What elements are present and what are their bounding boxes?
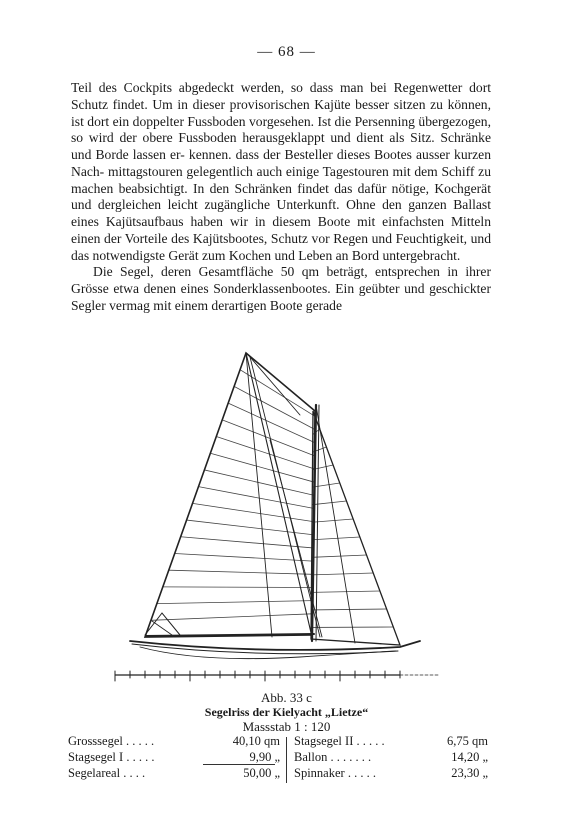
sail-value: 23,30 „ xyxy=(451,766,488,780)
text-line: kennen. dass der Besteller dieses Bootes ausser kurzen Nach- xyxy=(71,147,492,179)
sail-label: Ballon xyxy=(294,750,328,764)
mainsail-seam xyxy=(193,503,314,521)
scale-ticks xyxy=(115,671,400,681)
text-line: Kochen und Leben an Bord untergebracht. xyxy=(228,247,461,263)
mainsail-seam xyxy=(151,614,312,620)
text-line: ihrer Grösse etwa denen eines Sonderklassenbootes. Ein geübter xyxy=(71,264,491,296)
sail-label: Stagsegel II xyxy=(294,734,354,748)
sail-label: Stagsegel I xyxy=(68,750,124,764)
page-number: — 68 — xyxy=(257,44,316,60)
sail-plan-drawing xyxy=(100,345,480,685)
staysail-seam xyxy=(312,519,353,522)
sail-row xyxy=(294,765,488,781)
sail-dots: . . . . . xyxy=(126,750,155,764)
sail-value: 14,20 „ xyxy=(451,750,488,764)
mainsail-seam xyxy=(228,403,314,442)
mainsail-seam xyxy=(175,553,313,561)
text-line: Kochgerät und dergleichen leicht zugängliche Unterkunft. Ohne xyxy=(71,180,491,213)
sail-value: 9,90 „ xyxy=(249,750,280,764)
figure-title: Segelriss der Kielyacht „Lietze“ xyxy=(204,705,369,719)
sail-table-left xyxy=(68,733,280,781)
text-line: mit einfachsten Mitteln einen der Vorteile des Kajütsbootes, Schutz xyxy=(71,214,491,246)
sail-dots: . . . . . xyxy=(347,766,376,780)
shroud xyxy=(246,353,272,637)
mainsail-outline xyxy=(145,353,315,637)
sail-value: 6,75 qm xyxy=(447,734,488,748)
mainsail-seam xyxy=(157,601,312,604)
text-line: Teil des Cockpits abgedeckt werden, so dass man bei Regenwetter xyxy=(71,80,463,95)
sail-label: Segelareal xyxy=(68,766,121,780)
staysail-seam xyxy=(311,591,379,592)
sail-dots: . . . . . xyxy=(125,734,155,748)
sail-row xyxy=(68,749,280,765)
staysail-seam xyxy=(312,537,360,540)
text-line: vor Regen und Feuchtigkeit, und das notwendigste Gerät zum xyxy=(71,230,491,263)
figure-number: Abb. 33 c xyxy=(261,690,312,705)
sail-row-total xyxy=(68,765,280,781)
figure-scale: Massstab 1 : 120 xyxy=(242,719,331,734)
text-line: Ist die Persenning übergezogen, so wird der obere Fussboden xyxy=(71,113,491,146)
paragraph-1 xyxy=(71,80,491,264)
column-divider xyxy=(286,737,287,783)
mainsail-seam xyxy=(234,386,315,429)
paragraph-2 xyxy=(71,264,491,314)
staysail-seam xyxy=(312,555,367,557)
text-line: dort Schutz findet. Um in dieser provisorischen Kajüte besser xyxy=(71,80,492,112)
staysail-seam xyxy=(312,573,374,575)
text-line: und geschickter Segler vermag mit einem derartigen Boote gerade xyxy=(71,281,491,313)
text-line: sitzen zu können, ist dort ein doppelter Fussboden vorgesehen. xyxy=(71,96,491,129)
text-line: mittagstouren gelegentlich auch einige Tagestouren mit dem Schiff xyxy=(107,163,475,179)
jib-stay xyxy=(316,405,355,643)
sail-dots: . . . . xyxy=(123,766,146,780)
text-line: den ganzen Ballast eines Kajütsaufbaus haben wir in diesem Boote xyxy=(71,197,491,229)
forestay xyxy=(246,353,312,637)
text-line: Die Segel, deren Gesamtfläche 50 qm beträgt, entsprechen in xyxy=(93,264,458,280)
mainsail-seam xyxy=(198,487,313,509)
sail-dots: . . . . . xyxy=(356,734,385,748)
sum-rule xyxy=(203,764,275,765)
mainsail-seam xyxy=(216,437,314,469)
staysail-seam xyxy=(311,609,386,610)
boom-brace xyxy=(152,621,172,635)
sail-label: Grosssegel xyxy=(68,734,123,748)
sail-panel-seams xyxy=(151,370,393,628)
mainsail-seam xyxy=(169,570,313,574)
mainsail-seam xyxy=(210,453,314,482)
text-line: herausgeklappt und dient als Sitz. Schränke und Borde lassen er- xyxy=(71,130,491,162)
sail-dots: . . . . . . . xyxy=(330,750,372,764)
sail-label: Spinnaker xyxy=(294,766,345,780)
mainsail-seam xyxy=(181,537,313,548)
sail-row xyxy=(294,749,488,765)
text-line: zu machen beabsichtigt. In den Schränken findet das dafür nötige, xyxy=(71,163,492,196)
sail-row xyxy=(68,733,280,749)
sail-row xyxy=(294,733,488,749)
sail-value: 50,00 „ xyxy=(243,766,280,780)
staysail-seam xyxy=(312,483,339,487)
body-text xyxy=(71,80,491,315)
mainsail-seam xyxy=(163,587,313,588)
sail-value: 40,10 qm xyxy=(232,734,280,748)
sail-table-right xyxy=(294,733,488,781)
